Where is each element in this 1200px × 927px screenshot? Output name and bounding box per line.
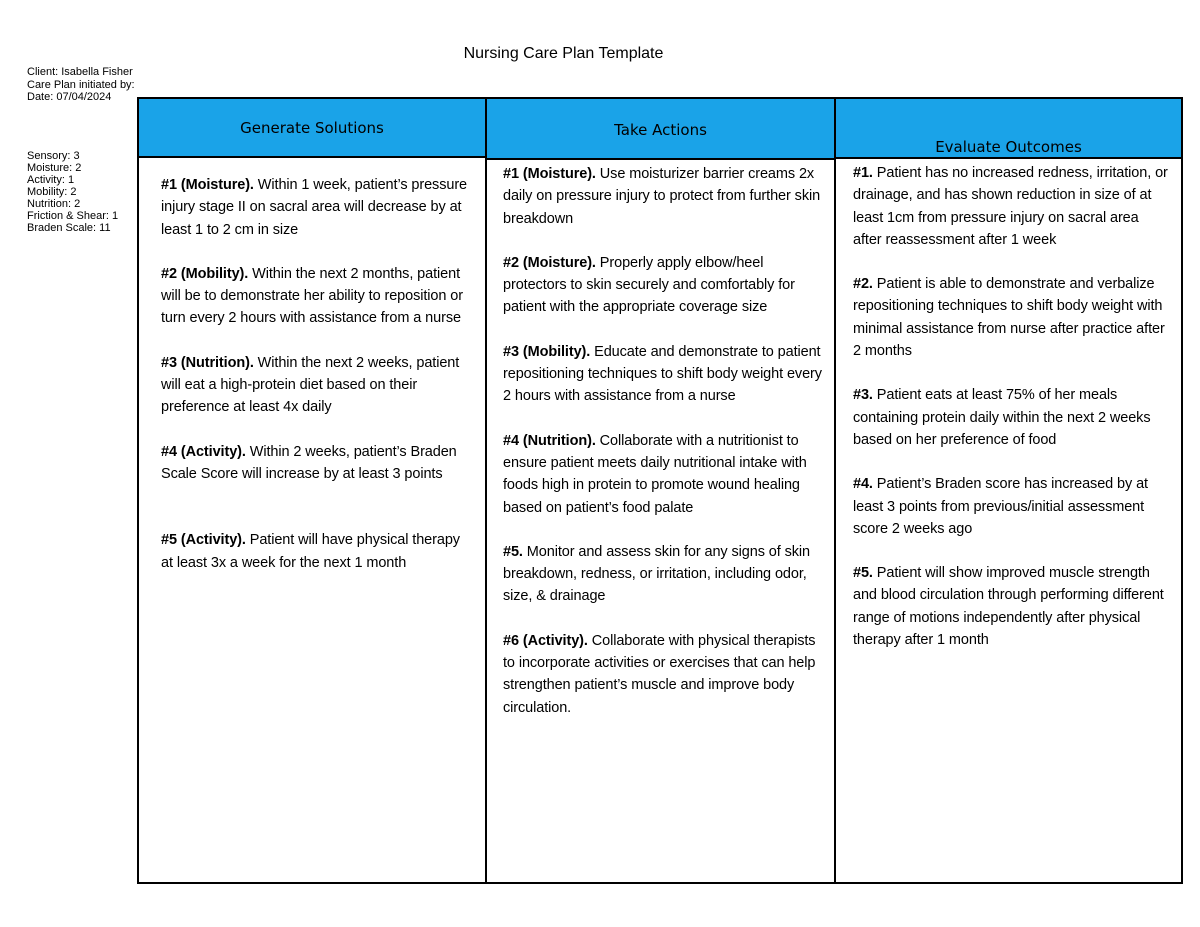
solution-item: [161, 352, 473, 419]
action-item: [503, 541, 822, 608]
item-label: #6 (Activity).: [503, 632, 588, 649]
item-text: Within the next 2 weeks, patient will eat a high-protein diet based on their preference at least 4x daily: [161, 354, 460, 416]
item-label: #4 (Nutrition).: [503, 432, 596, 449]
outcome-item: [853, 473, 1171, 540]
outcome-item: [853, 273, 1171, 362]
braden-nutrition: Nutrition: 2: [27, 198, 81, 210]
braden-moisture: Moisture: 2: [27, 162, 82, 174]
item-text: Collaborate with a nutritionist to ensure patient meets daily nutritional intake with foods high in protein to promote wound healing based on patient’s food palate: [503, 432, 807, 516]
evaluate-outcomes-column: [834, 97, 1183, 884]
item-text: Properly apply elbow/heel protectors to skin securely and comfortably for patient with the appropriate coverage size: [503, 254, 795, 316]
item-label: #1 (Moisture).: [161, 177, 254, 193]
item-label: #2.: [853, 276, 873, 293]
item-text: Patient is able to demonstrate and verbalize repositioning techniques to shift body weight with minimal assistance from nurse after practice after 2 months: [853, 276, 1165, 360]
take-actions-header: Take Actions: [487, 99, 834, 160]
generate-solutions-header: Generate Solutions: [139, 99, 485, 158]
generate-solutions-column: [137, 97, 487, 884]
evaluate-outcomes-header-label: Evaluate Outcomes: [935, 138, 1082, 156]
item-label: #5.: [853, 565, 873, 582]
solution-item: [161, 529, 473, 574]
item-text: Within the next 2 months, patient will be to demonstrate her ability to reposition or turn every 2 hours with assistance from a nurse: [161, 265, 463, 327]
solution-item: [161, 174, 473, 241]
item-label: #3.: [853, 387, 873, 404]
braden-mobility: Mobility: 2: [27, 186, 77, 198]
solution-item: [161, 263, 473, 330]
item-label: #3 (Mobility).: [503, 343, 591, 360]
braden-total: Braden Scale: 11: [27, 222, 111, 234]
action-item: [503, 430, 822, 519]
take-actions-column: [485, 97, 836, 884]
item-text: Patient eats at least 75% of her meals containing protein daily within the next 2 weeks based on her preference of food: [853, 387, 1151, 448]
client-name: Client: Isabella Fisher: [27, 66, 133, 78]
item-label: #5 (Activity).: [161, 532, 246, 549]
outcome-item: [853, 562, 1171, 651]
item-text: Patient’s Braden score has increased by at least 3 points from previous/initial assessment score 2 weeks ago: [853, 476, 1148, 537]
initiated-by: Care Plan initiated by:: [27, 78, 135, 91]
take-actions-body: [487, 160, 834, 882]
action-item: [503, 341, 822, 408]
action-item: [503, 252, 822, 319]
item-label: #4.: [853, 476, 873, 493]
item-text: Patient will have physical therapy at least 3x a week for the next 1 month: [161, 532, 460, 571]
client-info: [27, 66, 135, 104]
evaluate-outcomes-body: [836, 159, 1181, 882]
action-item: [503, 163, 822, 230]
item-text: Patient will show improved muscle strength and blood circulation through performing different range of motions independently after physical therapy after 1 month: [853, 565, 1164, 649]
item-text: Educate and demonstrate to patient repositioning techniques to shift body weight every 2 hours with assistance from a nurse: [503, 343, 822, 405]
solution-item: [161, 441, 473, 486]
item-label: #1.: [853, 165, 873, 181]
item-label: #4 (Activity).: [161, 443, 246, 460]
page-title: Nursing Care Plan Template: [463, 45, 664, 62]
braden-activity: Activity: 1: [27, 174, 75, 186]
evaluate-outcomes-header: [836, 99, 1181, 159]
item-text: Collaborate with physical therapists to incorporate activities or exercises that can help strengthen patient’s muscle and improve body circulation.: [503, 632, 816, 716]
item-label: #3 (Nutrition).: [161, 354, 254, 371]
item-label: #5.: [503, 543, 523, 560]
outcome-item: [853, 384, 1171, 451]
item-text: Use moisturizer barrier creams 2x daily on pressure injury to protect from further skin breakdown: [503, 166, 821, 227]
item-text: Monitor and assess skin for any signs of skin breakdown, redness, or irritation, including odor, size, & drainage: [503, 543, 811, 605]
item-label: #2 (Mobility).: [161, 265, 249, 282]
braden-friction-shear: Friction & Shear: 1: [27, 210, 119, 222]
generate-solutions-body: [139, 158, 485, 882]
item-text: Patient has no increased redness, irritation, or drainage, and has shown reduction in size of at least 1cm from pressure injury on sacral area after reassessment after 1 week: [853, 165, 1168, 248]
care-plan-date: Date: 07/04/2024: [27, 91, 112, 103]
item-text: Within 2 weeks, patient’s Braden Scale Score will increase by at least 3 points: [161, 443, 457, 482]
item-label: #1 (Moisture).: [503, 166, 596, 182]
item-label: #2 (Moisture).: [503, 254, 596, 271]
action-item: [503, 630, 822, 719]
outcome-item: [853, 162, 1171, 251]
braden-scores: [27, 150, 118, 234]
braden-sensory: Sensory: 3: [27, 150, 80, 162]
item-text: Within 1 week, patient’s pressure injury stage II on sacral area will decrease by at least 1 to 2 cm in size: [161, 177, 468, 238]
